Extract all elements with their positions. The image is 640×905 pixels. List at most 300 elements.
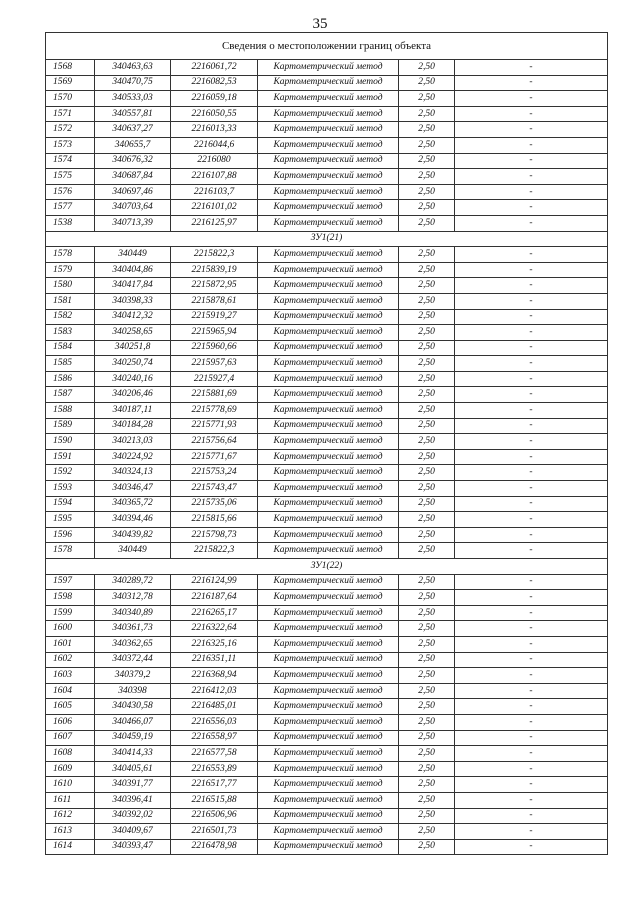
- accuracy-cell: 2,50: [399, 652, 455, 668]
- point-number-cell: 1596: [46, 527, 95, 543]
- y-coordinate-cell: 2216577,58: [171, 746, 258, 762]
- table-row: [46, 262, 608, 278]
- x-coordinate-cell: 340346,47: [95, 481, 171, 497]
- table-row: [46, 761, 608, 777]
- x-coordinate-cell: 340240,16: [95, 371, 171, 387]
- y-coordinate-cell: 2215771,67: [171, 449, 258, 465]
- point-number-cell: 1538: [46, 215, 95, 231]
- method-cell: Картометрический метод: [258, 777, 399, 793]
- x-coordinate-cell: 340557,81: [95, 106, 171, 122]
- x-coordinate-cell: 340713,39: [95, 215, 171, 231]
- method-cell: Картометрический метод: [258, 200, 399, 216]
- table-row: [46, 403, 608, 419]
- accuracy-cell: 2,50: [399, 792, 455, 808]
- point-number-cell: 1608: [46, 746, 95, 762]
- description-cell: -: [455, 481, 608, 497]
- accuracy-cell: 2,50: [399, 418, 455, 434]
- y-coordinate-cell: 2216265,17: [171, 605, 258, 621]
- accuracy-cell: 2,50: [399, 293, 455, 309]
- y-coordinate-cell: 2216125,97: [171, 215, 258, 231]
- description-cell: -: [455, 808, 608, 824]
- method-cell: Картометрический метод: [258, 824, 399, 840]
- boundary-table: [45, 32, 608, 855]
- table-row: [46, 184, 608, 200]
- point-number-cell: 1592: [46, 465, 95, 481]
- method-cell: Картометрический метод: [258, 714, 399, 730]
- description-cell: -: [455, 683, 608, 699]
- x-coordinate-cell: 340463,63: [95, 60, 171, 76]
- point-number-cell: 1593: [46, 481, 95, 497]
- point-number-cell: 1598: [46, 590, 95, 606]
- method-cell: Картометрический метод: [258, 636, 399, 652]
- y-coordinate-cell: 2216059,18: [171, 91, 258, 107]
- table-row: [46, 543, 608, 559]
- table-row: [46, 668, 608, 684]
- x-coordinate-cell: 340340,89: [95, 605, 171, 621]
- accuracy-cell: 2,50: [399, 106, 455, 122]
- table-row: [46, 325, 608, 341]
- description-cell: -: [455, 465, 608, 481]
- y-coordinate-cell: 2216050,55: [171, 106, 258, 122]
- description-cell: -: [455, 761, 608, 777]
- point-number-cell: 1581: [46, 293, 95, 309]
- method-cell: Картометрический метод: [258, 683, 399, 699]
- method-cell: Картометрический метод: [258, 746, 399, 762]
- x-coordinate-cell: 340365,72: [95, 496, 171, 512]
- y-coordinate-cell: 2216107,88: [171, 169, 258, 185]
- x-coordinate-cell: 340459,19: [95, 730, 171, 746]
- table-row: [46, 247, 608, 263]
- point-number-cell: 1574: [46, 153, 95, 169]
- x-coordinate-cell: 340398: [95, 683, 171, 699]
- x-coordinate-cell: 340372,44: [95, 652, 171, 668]
- accuracy-cell: 2,50: [399, 278, 455, 294]
- x-coordinate-cell: 340449: [95, 543, 171, 559]
- method-cell: Картометрический метод: [258, 137, 399, 153]
- point-number-cell: 1603: [46, 668, 95, 684]
- table-row: [46, 636, 608, 652]
- point-number-cell: 1612: [46, 808, 95, 824]
- method-cell: Картометрический метод: [258, 449, 399, 465]
- x-coordinate-cell: 340250,74: [95, 356, 171, 372]
- section-title: ЗУ1(22): [46, 559, 608, 575]
- description-cell: -: [455, 636, 608, 652]
- accuracy-cell: 2,50: [399, 730, 455, 746]
- description-cell: -: [455, 418, 608, 434]
- table-title: Сведения о местоположении границ объекта: [46, 33, 608, 60]
- x-coordinate-cell: 340379,2: [95, 668, 171, 684]
- point-number-cell: 1578: [46, 247, 95, 263]
- section-header-row: [46, 231, 608, 247]
- x-coordinate-cell: 340398,33: [95, 293, 171, 309]
- table-row: [46, 200, 608, 216]
- method-cell: Картометрический метод: [258, 543, 399, 559]
- table-row: [46, 792, 608, 808]
- description-cell: -: [455, 309, 608, 325]
- description-cell: -: [455, 137, 608, 153]
- description-cell: -: [455, 122, 608, 138]
- accuracy-cell: 2,50: [399, 574, 455, 590]
- method-cell: Картометрический метод: [258, 605, 399, 621]
- accuracy-cell: 2,50: [399, 122, 455, 138]
- method-cell: Картометрический метод: [258, 761, 399, 777]
- table-row: [46, 465, 608, 481]
- description-cell: -: [455, 169, 608, 185]
- table-title-row: [46, 33, 608, 60]
- method-cell: Картометрический метод: [258, 621, 399, 637]
- method-cell: Картометрический метод: [258, 247, 399, 263]
- accuracy-cell: 2,50: [399, 543, 455, 559]
- description-cell: -: [455, 247, 608, 263]
- x-coordinate-cell: 340184,28: [95, 418, 171, 434]
- table-row: [46, 371, 608, 387]
- description-cell: -: [455, 621, 608, 637]
- accuracy-cell: 2,50: [399, 434, 455, 450]
- y-coordinate-cell: 2215960,66: [171, 340, 258, 356]
- y-coordinate-cell: 2216515,88: [171, 792, 258, 808]
- point-number-cell: 1613: [46, 824, 95, 840]
- table-row: [46, 808, 608, 824]
- y-coordinate-cell: 2216082,53: [171, 75, 258, 91]
- x-coordinate-cell: 340637,27: [95, 122, 171, 138]
- method-cell: Картометрический метод: [258, 387, 399, 403]
- table-row: [46, 293, 608, 309]
- y-coordinate-cell: 2216412,03: [171, 683, 258, 699]
- accuracy-cell: 2,50: [399, 60, 455, 76]
- description-cell: -: [455, 839, 608, 855]
- point-number-cell: 1576: [46, 184, 95, 200]
- description-cell: -: [455, 106, 608, 122]
- accuracy-cell: 2,50: [399, 761, 455, 777]
- method-cell: Картометрический метод: [258, 278, 399, 294]
- accuracy-cell: 2,50: [399, 621, 455, 637]
- table-row: [46, 122, 608, 138]
- table-row: [46, 777, 608, 793]
- x-coordinate-cell: 340324,13: [95, 465, 171, 481]
- method-cell: Картометрический метод: [258, 652, 399, 668]
- description-cell: -: [455, 184, 608, 200]
- point-number-cell: 1610: [46, 777, 95, 793]
- point-number-cell: 1607: [46, 730, 95, 746]
- table-row: [46, 153, 608, 169]
- point-number-cell: 1606: [46, 714, 95, 730]
- point-number-cell: 1580: [46, 278, 95, 294]
- y-coordinate-cell: 2215965,94: [171, 325, 258, 341]
- description-cell: -: [455, 434, 608, 450]
- y-coordinate-cell: 2216506,96: [171, 808, 258, 824]
- method-cell: Картометрический метод: [258, 839, 399, 855]
- table-row: [46, 340, 608, 356]
- table-row: [46, 481, 608, 497]
- method-cell: Картометрический метод: [258, 434, 399, 450]
- x-coordinate-cell: 340391,77: [95, 777, 171, 793]
- accuracy-cell: 2,50: [399, 746, 455, 762]
- y-coordinate-cell: 2216558,97: [171, 730, 258, 746]
- method-cell: Картометрический метод: [258, 91, 399, 107]
- table-row: [46, 512, 608, 528]
- description-cell: -: [455, 356, 608, 372]
- x-coordinate-cell: 340430,58: [95, 699, 171, 715]
- description-cell: -: [455, 496, 608, 512]
- method-cell: Картометрический метод: [258, 184, 399, 200]
- accuracy-cell: 2,50: [399, 356, 455, 372]
- method-cell: Картометрический метод: [258, 730, 399, 746]
- y-coordinate-cell: 2216187,64: [171, 590, 258, 606]
- description-cell: -: [455, 60, 608, 76]
- method-cell: Картометрический метод: [258, 356, 399, 372]
- accuracy-cell: 2,50: [399, 449, 455, 465]
- x-coordinate-cell: 340470,75: [95, 75, 171, 91]
- table-row: [46, 387, 608, 403]
- method-cell: Картометрический метод: [258, 122, 399, 138]
- point-number-cell: 1570: [46, 91, 95, 107]
- table-row: [46, 215, 608, 231]
- point-number-cell: 1568: [46, 60, 95, 76]
- point-number-cell: 1579: [46, 262, 95, 278]
- method-cell: Картометрический метод: [258, 340, 399, 356]
- accuracy-cell: 2,50: [399, 340, 455, 356]
- point-number-cell: 1575: [46, 169, 95, 185]
- x-coordinate-cell: 340414,33: [95, 746, 171, 762]
- y-coordinate-cell: 2216351,11: [171, 652, 258, 668]
- accuracy-cell: 2,50: [399, 824, 455, 840]
- method-cell: Картометрический метод: [258, 371, 399, 387]
- point-number-cell: 1586: [46, 371, 95, 387]
- table-row: [46, 449, 608, 465]
- y-coordinate-cell: 2216517,77: [171, 777, 258, 793]
- method-cell: Картометрический метод: [258, 169, 399, 185]
- method-cell: Картометрический метод: [258, 309, 399, 325]
- table-row: [46, 683, 608, 699]
- accuracy-cell: 2,50: [399, 699, 455, 715]
- y-coordinate-cell: 2216556,03: [171, 714, 258, 730]
- y-coordinate-cell: 2215919,27: [171, 309, 258, 325]
- accuracy-cell: 2,50: [399, 808, 455, 824]
- accuracy-cell: 2,50: [399, 683, 455, 699]
- point-number-cell: 1583: [46, 325, 95, 341]
- x-coordinate-cell: 340417,84: [95, 278, 171, 294]
- description-cell: -: [455, 278, 608, 294]
- description-cell: -: [455, 668, 608, 684]
- accuracy-cell: 2,50: [399, 465, 455, 481]
- point-number-cell: 1604: [46, 683, 95, 699]
- method-cell: Картометрический метод: [258, 262, 399, 278]
- description-cell: -: [455, 262, 608, 278]
- point-number-cell: 1582: [46, 309, 95, 325]
- description-cell: -: [455, 371, 608, 387]
- point-number-cell: 1589: [46, 418, 95, 434]
- description-cell: -: [455, 652, 608, 668]
- description-cell: -: [455, 590, 608, 606]
- point-number-cell: 1578: [46, 543, 95, 559]
- table-row: [46, 590, 608, 606]
- y-coordinate-cell: 2215927,4: [171, 371, 258, 387]
- x-coordinate-cell: 340393,47: [95, 839, 171, 855]
- accuracy-cell: 2,50: [399, 387, 455, 403]
- y-coordinate-cell: 2215798,73: [171, 527, 258, 543]
- x-coordinate-cell: 340703,64: [95, 200, 171, 216]
- x-coordinate-cell: 340655,7: [95, 137, 171, 153]
- accuracy-cell: 2,50: [399, 714, 455, 730]
- accuracy-cell: 2,50: [399, 481, 455, 497]
- method-cell: Картометрический метод: [258, 527, 399, 543]
- point-number-cell: 1569: [46, 75, 95, 91]
- description-cell: -: [455, 91, 608, 107]
- x-coordinate-cell: 340206,46: [95, 387, 171, 403]
- point-number-cell: 1590: [46, 434, 95, 450]
- table-row: [46, 434, 608, 450]
- table-row: [46, 605, 608, 621]
- y-coordinate-cell: 2216485,01: [171, 699, 258, 715]
- accuracy-cell: 2,50: [399, 590, 455, 606]
- y-coordinate-cell: 2215957,63: [171, 356, 258, 372]
- description-cell: -: [455, 605, 608, 621]
- description-cell: -: [455, 824, 608, 840]
- accuracy-cell: 2,50: [399, 512, 455, 528]
- method-cell: Картометрический метод: [258, 325, 399, 341]
- description-cell: -: [455, 325, 608, 341]
- y-coordinate-cell: 2216553,89: [171, 761, 258, 777]
- method-cell: Картометрический метод: [258, 75, 399, 91]
- point-number-cell: 1599: [46, 605, 95, 621]
- y-coordinate-cell: 2215771,93: [171, 418, 258, 434]
- point-number-cell: 1588: [46, 403, 95, 419]
- y-coordinate-cell: 2216013,33: [171, 122, 258, 138]
- y-coordinate-cell: 2215878,61: [171, 293, 258, 309]
- y-coordinate-cell: 2216080: [171, 153, 258, 169]
- method-cell: Картометрический метод: [258, 808, 399, 824]
- method-cell: Картометрический метод: [258, 403, 399, 419]
- x-coordinate-cell: 340439,82: [95, 527, 171, 543]
- description-cell: -: [455, 200, 608, 216]
- point-number-cell: 1584: [46, 340, 95, 356]
- description-cell: -: [455, 527, 608, 543]
- section-title: ЗУ1(21): [46, 231, 608, 247]
- method-cell: Картометрический метод: [258, 590, 399, 606]
- description-cell: -: [455, 777, 608, 793]
- point-number-cell: 1600: [46, 621, 95, 637]
- y-coordinate-cell: 2216044,6: [171, 137, 258, 153]
- table-row: [46, 699, 608, 715]
- x-coordinate-cell: 340187,11: [95, 403, 171, 419]
- accuracy-cell: 2,50: [399, 247, 455, 263]
- table-row: [46, 418, 608, 434]
- point-number-cell: 1587: [46, 387, 95, 403]
- point-number-cell: 1573: [46, 137, 95, 153]
- x-coordinate-cell: 340213,03: [95, 434, 171, 450]
- point-number-cell: 1572: [46, 122, 95, 138]
- x-coordinate-cell: 340404,86: [95, 262, 171, 278]
- point-number-cell: 1605: [46, 699, 95, 715]
- description-cell: -: [455, 215, 608, 231]
- accuracy-cell: 2,50: [399, 496, 455, 512]
- table-row: [46, 839, 608, 855]
- table-row: [46, 91, 608, 107]
- y-coordinate-cell: 2216478,98: [171, 839, 258, 855]
- accuracy-cell: 2,50: [399, 200, 455, 216]
- description-cell: -: [455, 449, 608, 465]
- x-coordinate-cell: 340361,73: [95, 621, 171, 637]
- method-cell: Картометрический метод: [258, 60, 399, 76]
- description-cell: -: [455, 714, 608, 730]
- description-cell: -: [455, 730, 608, 746]
- method-cell: Картометрический метод: [258, 153, 399, 169]
- x-coordinate-cell: 340396,41: [95, 792, 171, 808]
- description-cell: -: [455, 75, 608, 91]
- y-coordinate-cell: 2215756,64: [171, 434, 258, 450]
- y-coordinate-cell: 2216101,02: [171, 200, 258, 216]
- accuracy-cell: 2,50: [399, 839, 455, 855]
- y-coordinate-cell: 2215839,19: [171, 262, 258, 278]
- y-coordinate-cell: 2215778,69: [171, 403, 258, 419]
- x-coordinate-cell: 340394,46: [95, 512, 171, 528]
- x-coordinate-cell: 340258,65: [95, 325, 171, 341]
- accuracy-cell: 2,50: [399, 309, 455, 325]
- method-cell: Картометрический метод: [258, 215, 399, 231]
- x-coordinate-cell: 340289,72: [95, 574, 171, 590]
- method-cell: Картометрический метод: [258, 792, 399, 808]
- accuracy-cell: 2,50: [399, 403, 455, 419]
- description-cell: -: [455, 792, 608, 808]
- y-coordinate-cell: 2215815,66: [171, 512, 258, 528]
- accuracy-cell: 2,50: [399, 668, 455, 684]
- accuracy-cell: 2,50: [399, 325, 455, 341]
- method-cell: Картометрический метод: [258, 574, 399, 590]
- description-cell: -: [455, 512, 608, 528]
- y-coordinate-cell: 2216061,72: [171, 60, 258, 76]
- table-row: [46, 278, 608, 294]
- table-row: [46, 169, 608, 185]
- y-coordinate-cell: 2215743,47: [171, 481, 258, 497]
- description-cell: -: [455, 574, 608, 590]
- description-cell: -: [455, 543, 608, 559]
- point-number-cell: 1602: [46, 652, 95, 668]
- description-cell: -: [455, 746, 608, 762]
- x-coordinate-cell: 340697,46: [95, 184, 171, 200]
- table-row: [46, 137, 608, 153]
- x-coordinate-cell: 340405,61: [95, 761, 171, 777]
- accuracy-cell: 2,50: [399, 262, 455, 278]
- table-row: [46, 356, 608, 372]
- y-coordinate-cell: 2216103,7: [171, 184, 258, 200]
- accuracy-cell: 2,50: [399, 75, 455, 91]
- accuracy-cell: 2,50: [399, 371, 455, 387]
- table-row: [46, 746, 608, 762]
- point-number-cell: 1601: [46, 636, 95, 652]
- table-row: [46, 496, 608, 512]
- description-cell: -: [455, 293, 608, 309]
- accuracy-cell: 2,50: [399, 215, 455, 231]
- y-coordinate-cell: 2216124,99: [171, 574, 258, 590]
- y-coordinate-cell: 2215822,3: [171, 247, 258, 263]
- y-coordinate-cell: 2216325,16: [171, 636, 258, 652]
- page-number: 35: [312, 16, 328, 32]
- method-cell: Картометрический метод: [258, 465, 399, 481]
- point-number-cell: 1609: [46, 761, 95, 777]
- x-coordinate-cell: 340362,65: [95, 636, 171, 652]
- accuracy-cell: 2,50: [399, 636, 455, 652]
- y-coordinate-cell: 2215822,3: [171, 543, 258, 559]
- description-cell: -: [455, 340, 608, 356]
- method-cell: Картометрический метод: [258, 418, 399, 434]
- x-coordinate-cell: 340312,78: [95, 590, 171, 606]
- table-row: [46, 824, 608, 840]
- accuracy-cell: 2,50: [399, 169, 455, 185]
- method-cell: Картометрический метод: [258, 293, 399, 309]
- accuracy-cell: 2,50: [399, 153, 455, 169]
- x-coordinate-cell: 340676,32: [95, 153, 171, 169]
- table-row: [46, 621, 608, 637]
